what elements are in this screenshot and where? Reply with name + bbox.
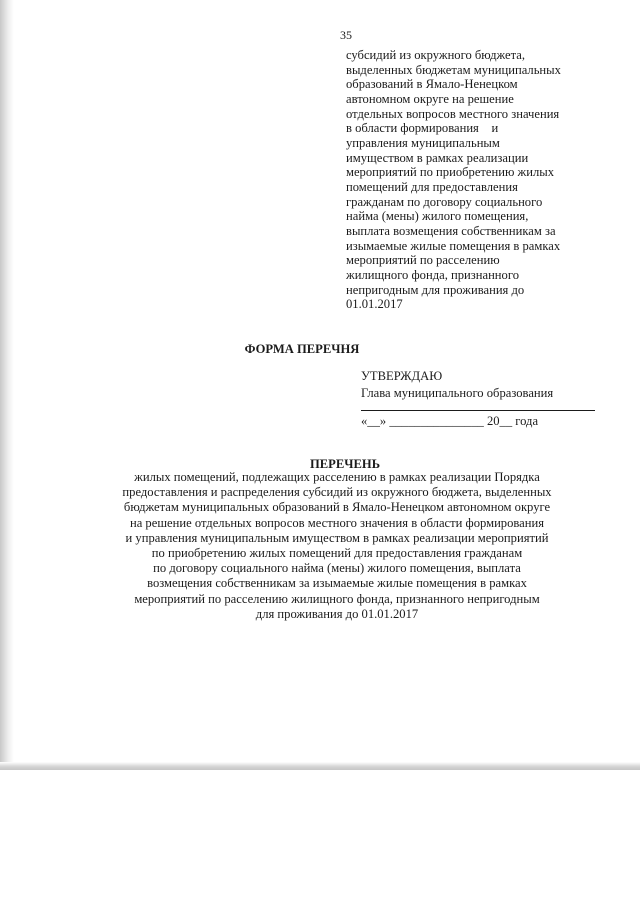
header-line: мероприятий по приобретению жилых — [346, 165, 555, 180]
header-line: выделенных бюджетам муниципальных — [346, 62, 561, 77]
header-line: имуществом в рамках реализации — [346, 150, 529, 165]
header-line: помещений для предоставления — [346, 179, 518, 194]
header-line: изымаемые жилые помещения в рамках — [346, 238, 561, 253]
approval-block — [361, 369, 601, 428]
list-line: по приобретению жилых помещений для предоставления гражданам — [151, 546, 523, 561]
header-line: найма (мены) жилого помещения, — [346, 209, 529, 224]
header-line: субсидий из окружного бюджета, — [346, 48, 526, 62]
approval-date-line: «__» _______________ 20__ года — [361, 414, 539, 428]
list-line: мероприятий по расселению жилищного фонда, признанного непригодным — [134, 591, 540, 606]
header-line: образований в Ямало-Ненецком — [346, 77, 518, 92]
list-line: на решение отдельных вопросов местного значения в области формирования — [129, 515, 545, 530]
header-line: жилищного фонда, признанного — [346, 267, 519, 282]
header-line: мероприятий по расселению — [346, 253, 500, 268]
appendix-header — [346, 48, 616, 312]
list-line: возмещения собственникам за изымаемые жилые помещения в рамках — [147, 576, 527, 591]
list-line: для проживания до 01.01.2017 — [255, 606, 419, 621]
list-line: и управления муниципальным имуществом в рамках реализации мероприятий — [125, 530, 549, 545]
approval-signatory: Глава муниципального образования — [361, 386, 554, 400]
page-bottom-edge — [0, 762, 640, 770]
list-line: бюджетам муниципальных образований в Ямало-Ненецком автономном округе — [123, 500, 551, 515]
list-line: предоставления и распределения субсидий из окружного бюджета, выделенных — [122, 485, 552, 500]
header-line: выплата возмещения собственникам за — [346, 223, 556, 238]
form-title: ФОРМА ПЕРЕЧНЯ — [244, 342, 360, 356]
header-line: отдельных вопросов местного значения — [346, 106, 560, 121]
list-title: ПЕРЕЧЕНЬ — [309, 457, 381, 471]
page-number: 35 — [340, 28, 352, 42]
header-line: гражданам по договору социального — [346, 194, 543, 209]
list-line: жилых помещений, подлежащих расселению в рамках реализации Порядка — [134, 470, 540, 484]
list-description — [72, 470, 602, 622]
header-line: 01.01.2017 — [346, 297, 403, 312]
signature-line — [361, 410, 595, 411]
page-edge-shadow — [0, 0, 14, 770]
header-line: в области формирования и — [346, 121, 499, 136]
header-line: непригодным для проживания до — [346, 282, 525, 297]
header-line: автономном округе на решение — [346, 91, 514, 106]
blank-area — [0, 772, 640, 905]
list-line: по договору социального найма (мены) жилого помещения, выплата — [153, 561, 521, 576]
header-line: управления муниципальным — [346, 135, 500, 150]
approval-title: УТВЕРЖДАЮ — [361, 369, 443, 383]
